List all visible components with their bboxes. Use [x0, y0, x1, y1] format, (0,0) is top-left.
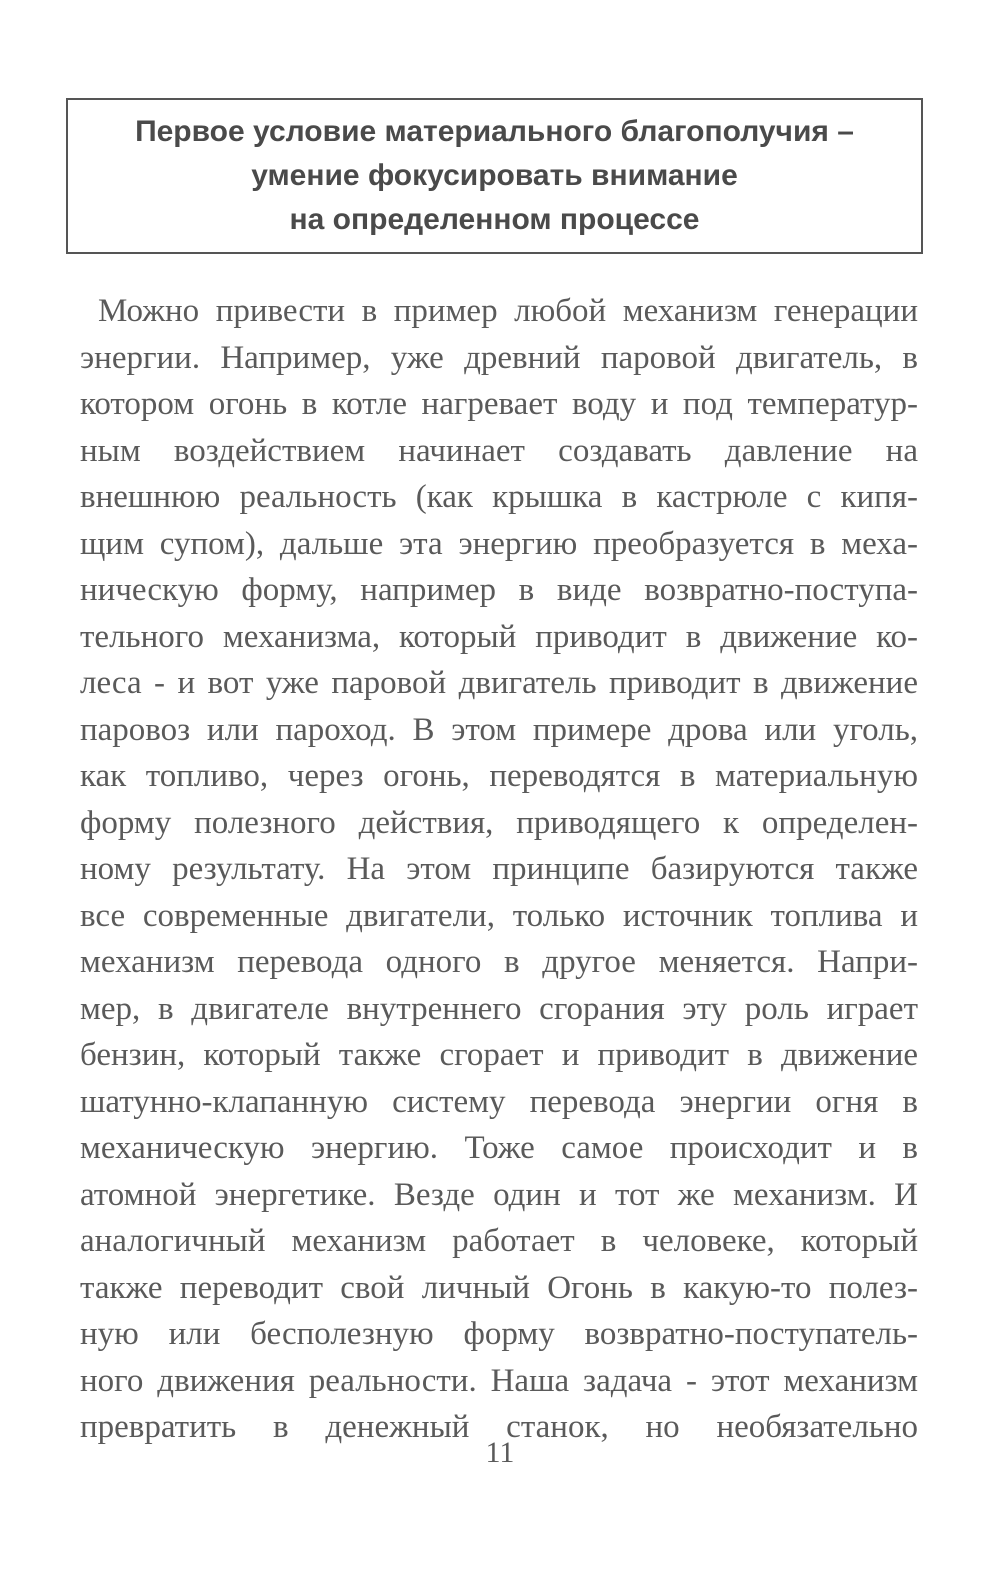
- section-heading-line: Первое условие материального благополучия –: [135, 115, 854, 148]
- body-paragraph: [80, 288, 918, 1451]
- text-line: как топливо, через огонь, переводятся в материальную: [80, 758, 918, 794]
- text-line: паровоз или пароход. В этом примере дрова или уголь,: [80, 711, 918, 748]
- text-line: энергии. Например, уже древний паровой двигатель, в: [80, 339, 918, 376]
- text-line: внешнюю реальность (как крышка в кастрюле с кипя-: [80, 479, 918, 515]
- text-line: шатунно-клапанную систему перевода энергии огня в: [80, 1083, 918, 1120]
- text-line: аналогичный механизм работает в человеке, который: [80, 1223, 918, 1259]
- text-line: Можно привести в пример любой механизм генерации: [98, 293, 918, 329]
- text-line: тельного механизма, который приводит в движение ко-: [80, 618, 918, 655]
- text-line: механическую энергию. Тоже самое происходит и в: [80, 1130, 918, 1166]
- text-line: ным воздействием начинает создавать давление на: [80, 432, 918, 469]
- text-line: котором огонь в котле нагревает воду и под температур-: [80, 386, 918, 422]
- section-heading-line: умение фокусировать внимание: [251, 159, 738, 192]
- text-line: форму полезного действия, приводящего к определен-: [80, 804, 918, 841]
- text-line: бензин, который также сгорает и приводит в движение: [80, 1037, 918, 1073]
- text-line: леса - и вот уже паровой двигатель приводит в движение: [80, 665, 918, 701]
- section-heading-box: [66, 98, 923, 254]
- text-line: ническую форму, например в виде возвратно-поступа-: [80, 572, 918, 608]
- text-line: ную или бесполезную форму возвратно-поступатель-: [80, 1316, 918, 1352]
- text-line: щим супом), дальше эта энергию преобразуется в меха-: [80, 525, 918, 562]
- text-line: также переводит свой личный Огонь в какую-то полез-: [80, 1269, 918, 1306]
- text-line: механизм перевода одного в другое меняется. Напри-: [80, 944, 918, 980]
- page-number: 11: [485, 1436, 515, 1469]
- section-heading-line: на определенном процессе: [289, 203, 700, 236]
- text-line: атомной энергетике. Везде один и тот же механизм. И: [80, 1176, 918, 1213]
- text-line: ному результату. На этом принципе базируются также: [80, 851, 918, 887]
- text-line: превратить в денежный станок, но необязательно: [80, 1409, 918, 1445]
- text-line: мер, в двигателе внутреннего сгорания эту роль играет: [80, 990, 918, 1027]
- text-line: ного движения реальности. Наша задача - этот механизм: [80, 1362, 918, 1399]
- text-line: все современные двигатели, только источник топлива и: [80, 897, 918, 934]
